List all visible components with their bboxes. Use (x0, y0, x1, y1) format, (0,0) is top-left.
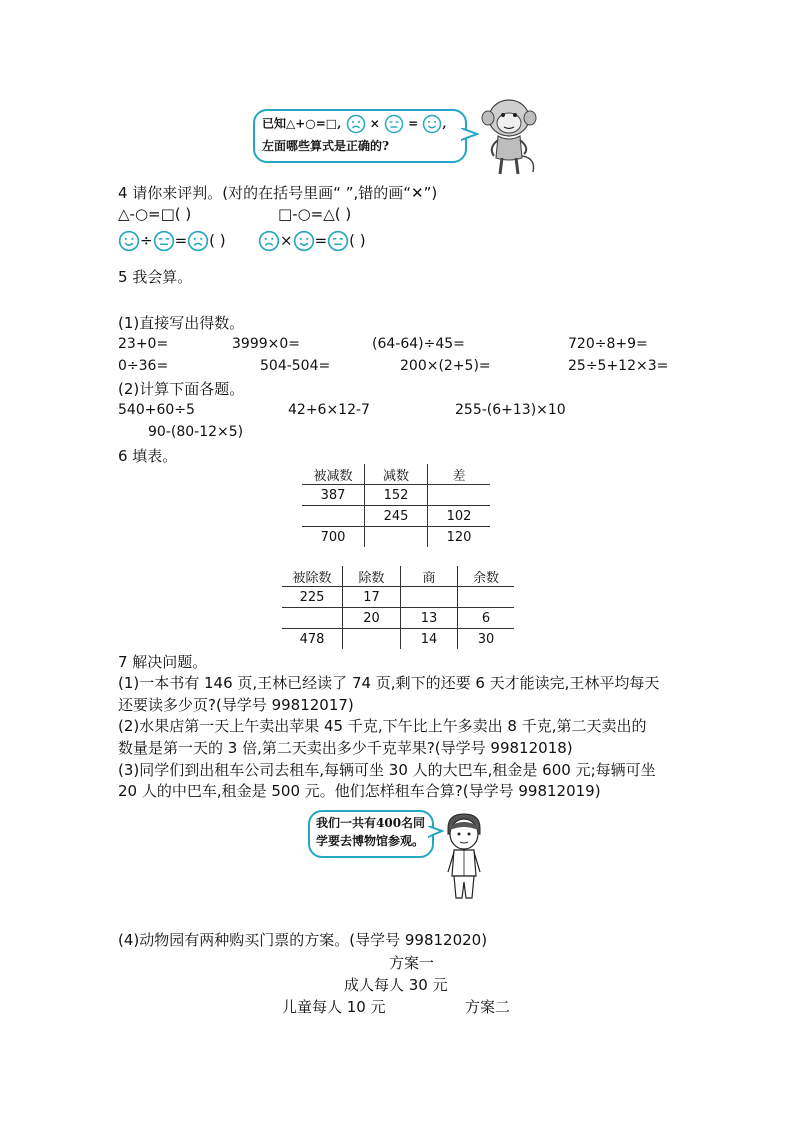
q7-title: 7 解决问题。 (118, 653, 208, 671)
boy-illustration (440, 812, 488, 902)
boy-bubble-line-1: 我们一共有400名同 (316, 816, 426, 830)
calc-item: 540+60÷5 (118, 402, 195, 418)
table-cell: 6 (458, 608, 515, 629)
calc-item: 23+0= (118, 336, 169, 352)
sad-face-icon (346, 114, 366, 134)
table-cell (282, 608, 343, 629)
calc-item: 0÷36= (118, 358, 169, 374)
boy-bubble-line-2: 学要去博物馆参观。 (316, 834, 425, 848)
table-cell: 13 (401, 608, 458, 629)
neutral-face-icon (153, 230, 175, 252)
table-cell: 17 (343, 587, 401, 608)
table-cell: 387 (302, 485, 365, 506)
neutral-face-icon (327, 230, 349, 252)
calc-item: 90-(80-12×5) (148, 424, 244, 440)
calc-item: 42+6×12-7 (288, 402, 370, 418)
table-cell: 102 (428, 506, 491, 527)
happy-face-icon (118, 230, 140, 252)
happy-face-icon (293, 230, 315, 252)
q7-problem-3-line-2: 20 人的中巴车,租金是 500 元。他们怎样租车合算?(导学号 99812019) (118, 782, 601, 800)
table-header: 商 (401, 566, 458, 587)
table-header: 被除数 (282, 566, 343, 587)
table-header: 差 (428, 464, 491, 485)
plan-one-adult-price: 成人每人 30 元 (344, 976, 448, 994)
q5-sub1: (1)直接写出得数。 (118, 314, 245, 332)
table-row (282, 608, 514, 629)
monkey-illustration (478, 96, 540, 178)
q4-statement-1: △-○=□( ) (118, 205, 192, 223)
q7-problem-1-line-2: 还要读多少页?(导学号 99812017) (118, 696, 354, 714)
table-cell: 30 (477, 631, 495, 647)
table-cell (428, 485, 491, 506)
table-row (302, 464, 490, 485)
table-cell: 225 (282, 587, 343, 608)
table-header: 除数 (343, 566, 401, 587)
q4-statement-3: ÷ = ( ) (118, 230, 226, 252)
q7-problem-4: (4)动物园有两种购买门票的方案。(导学号 99812020) (118, 931, 488, 949)
sad-face-icon (258, 230, 280, 252)
bubble-line-1: 已知△+○=□, × = , (262, 114, 447, 134)
table-row (282, 566, 514, 587)
q6-title: 6 填表。 (118, 447, 178, 465)
plan-one-heading: 方案一 (389, 954, 435, 972)
calc-item: 25÷5+12×3= (568, 358, 669, 374)
table-header: 被减数 (302, 464, 365, 485)
bubble-line-2: 左面哪些算式是正确的? (262, 139, 390, 153)
q4-statement-2: □-○=△( ) (278, 205, 352, 223)
plan-one-child-price: 儿童每人 10 元 (282, 998, 386, 1016)
table-cell: 20 (343, 608, 401, 629)
calc-item: 720÷8+9= (568, 336, 648, 352)
bubble-tail (461, 128, 479, 142)
table-header: 余数 (458, 566, 515, 587)
table-row (282, 587, 514, 608)
sad-face-icon (187, 230, 209, 252)
table-row (282, 629, 514, 650)
table-row (302, 527, 490, 548)
q5-sub2: (2)计算下面各题。 (118, 380, 245, 398)
q7-problem-1-line-1: (1)一本书有 146 页,王林已经读了 74 页,剩下的还要 6 天才能读完,王林平均每天 (118, 674, 660, 692)
calc-item: 200×(2+5)= (400, 358, 491, 374)
table-header: 减数 (365, 464, 428, 485)
q4-statement-4: × = ( ) (258, 230, 366, 252)
happy-face-icon (422, 114, 442, 134)
subtraction-table (302, 464, 490, 547)
calc-item: 255-(6+13)×10 (455, 402, 566, 418)
table-cell: 152 (365, 485, 428, 506)
calc-item: (64-64)÷45= (372, 336, 465, 352)
table-cell (302, 506, 365, 527)
table-cell: 478 (282, 629, 343, 650)
table-cell: 700 (302, 527, 365, 548)
division-table (282, 566, 514, 649)
table-cell (458, 587, 515, 608)
table-cell: 120 (446, 529, 472, 545)
table-cell (343, 629, 401, 650)
calc-item: 3999×0= (232, 336, 300, 352)
table-cell (401, 587, 458, 608)
table-row (302, 485, 490, 506)
q7-problem-2-line-1: (2)水果店第一天上午卖出苹果 45 千克,下午比上午多卖出 8 千克,第二天卖出的 (118, 717, 647, 735)
q4-title: 4 请你来评判。(对的在括号里画“ ”,错的画“✕”) (118, 184, 438, 202)
q5-title: 5 我会算。 (118, 268, 193, 286)
calc-item: 504-504= (260, 358, 331, 374)
q7-problem-2-line-2: 数量是第一天的 3 倍,第二天卖出多少千克苹果?(导学号 99812018) (118, 739, 573, 757)
table-cell: 14 (401, 629, 458, 650)
plan-two-heading: 方案二 (465, 998, 511, 1016)
neutral-face-icon (384, 114, 404, 134)
q7-problem-3-line-1: (3)同学们到出租车公司去租车,每辆可坐 30 人的大巴车,租金是 600 元;每辆可坐 (118, 761, 656, 779)
table-row (302, 506, 490, 527)
table-cell (365, 527, 428, 548)
table-cell: 245 (365, 506, 428, 527)
